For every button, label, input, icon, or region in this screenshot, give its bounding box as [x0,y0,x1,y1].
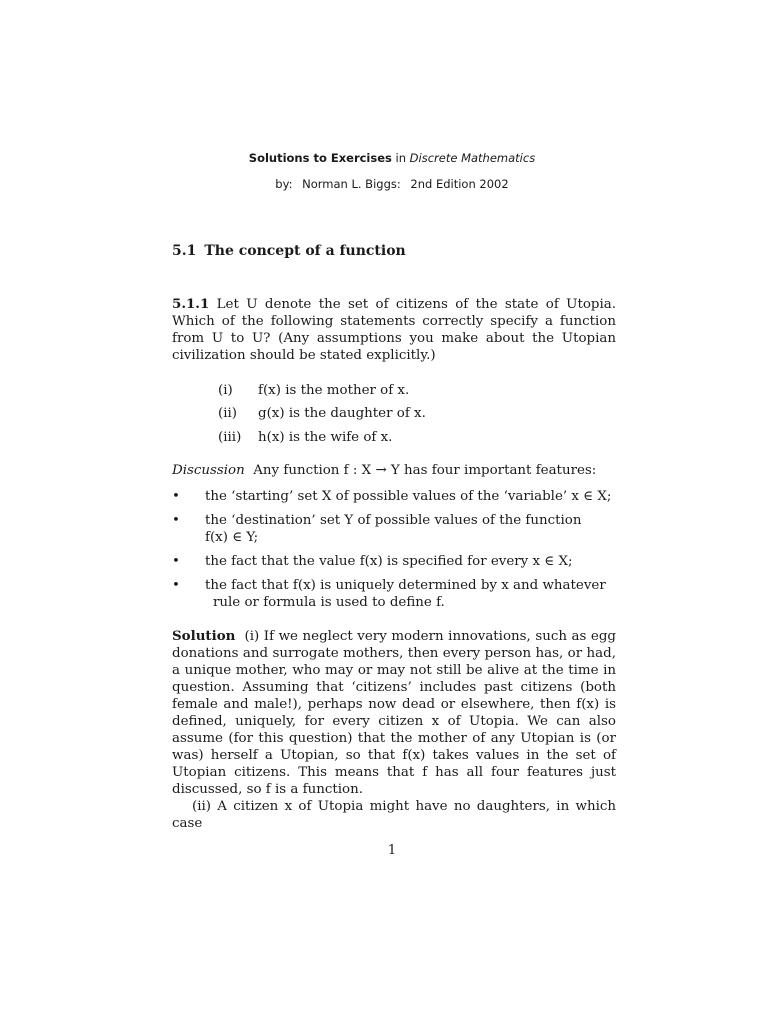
discussion-intro [172,462,616,479]
item-text: f(x) is the mother of x. [258,383,410,398]
bullet-text: the fact that the value f(x) is specified for every x ∈ X; [205,554,573,569]
item-text: g(x) is the daughter of x. [258,406,426,421]
solution-label: Solution [172,628,236,644]
solution-text: (i) If we neglect very modern innovations, such as egg donations and surrogate mothers, then every person has, or had, a unique mother, who may or may not still be alive at the time in question. Assuming that ‘citizens’ includes past citizens (both female and male!), perhaps now dead or elsewhere, then f(x) is defined, uniquely, for every citizen x of Utopia. We can also assume (for this question) that the mother of any Utopian is (or was) herself a Utopian, so that f(x) takes values in the set of Utopian citizens. This means that f has all four features just discussed, so f is a function. [172,629,617,797]
bullet-dot: • [172,489,180,504]
title-bold: Solutions to Exercises [248,151,392,165]
exercise-item [218,429,392,446]
title-book: Discrete Mathematics [409,151,536,165]
title-connector: in [395,151,407,165]
solution-continuation: (ii) A citizen x of Utopia might have no daughters, in which case [172,799,616,831]
bullet-dot: • [172,513,180,528]
bullet-text-continued: f(x) ∈ Y; [205,530,259,545]
section-number: 5.1 [172,243,197,259]
item-label: (iii) [218,430,242,445]
bullet-text: the ‘starting’ set X of possible values of the ‘variable’ x ∈ X; [205,489,612,504]
page-number: 1 [387,843,397,858]
solution-paragraph [172,628,616,832]
section-heading [172,243,406,259]
bullet-dot: • [172,554,180,569]
bullet-text-continued: rule or formula is used to define f. [213,595,445,610]
bullet-text: the ‘destination’ set Y of possible values of the function [205,513,582,528]
discussion-label: Discussion [172,463,245,478]
document-byline [0,177,768,191]
discussion-text: Any function f : X → Y has four important features: [253,463,597,478]
author-name: Norman L. Biggs: [302,177,401,191]
by-label: by: [275,177,293,191]
bullet-dot: • [172,578,180,593]
item-label: (i) [218,383,233,398]
bullet-text: the fact that f(x) is uniquely determined by x and whatever [205,578,606,593]
exercise-number: 5.1.1 [172,296,210,312]
exercise-text: Let U denote the set of citizens of the state of Utopia. Which of the following statements correctly specify a function from U to U? (Any assumptions you make about the Utopian civilization should be stated explicitly.) [172,297,617,363]
item-text: h(x) is the wife of x. [258,430,393,445]
exercise-item [218,382,409,399]
item-label: (ii) [218,406,238,421]
section-title: The concept of a function [204,243,406,259]
exercise-statement [172,296,616,364]
edition-info: 2nd Edition 2002 [410,177,509,191]
document-title [0,151,768,165]
exercise-item [218,405,426,422]
